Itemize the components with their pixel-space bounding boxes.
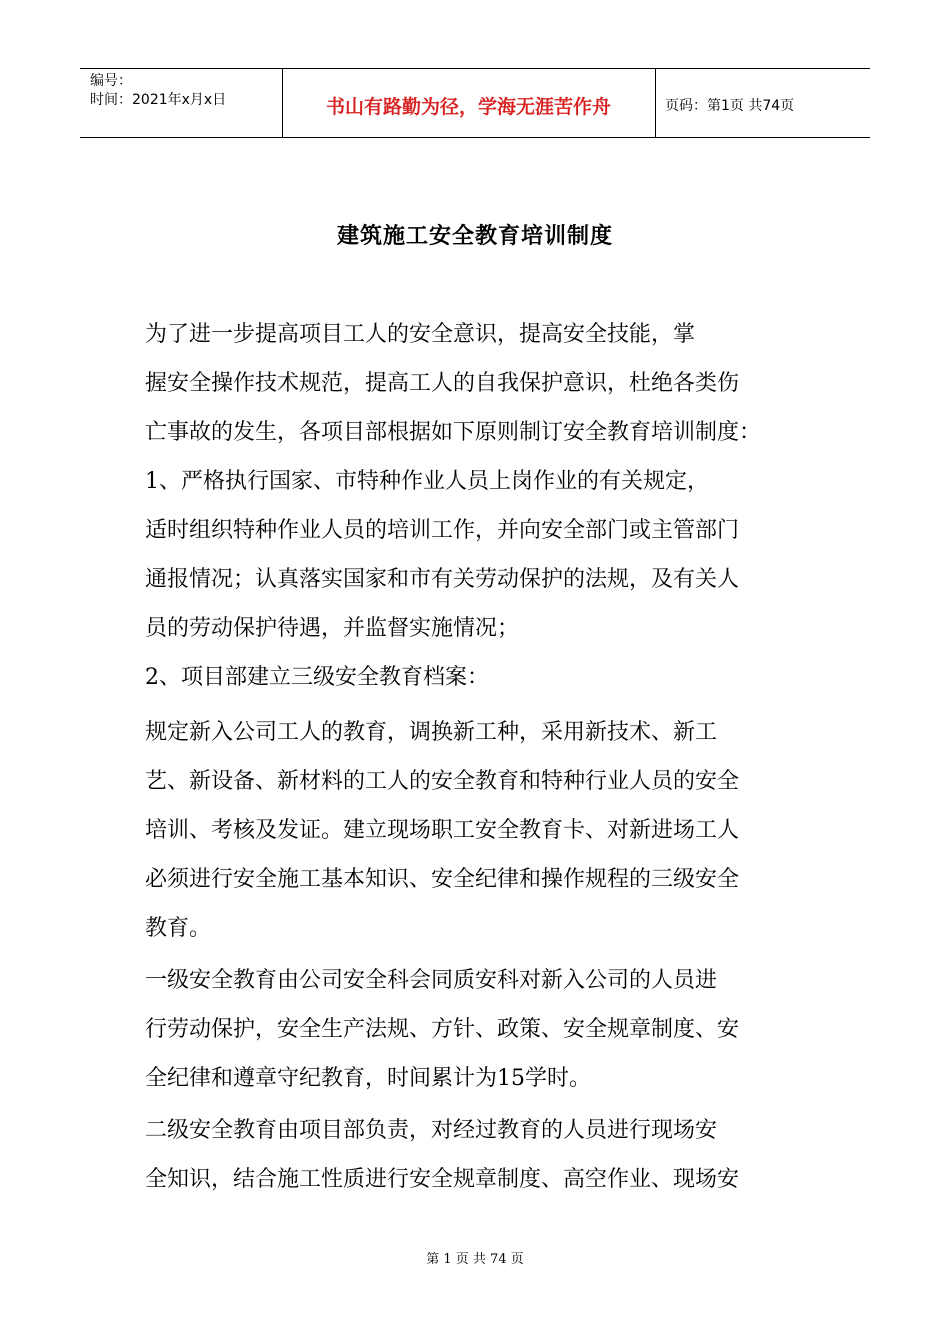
document-date-label: 时间：2021年x月x日 [90,92,227,108]
body-line: 行劳动保护，安全生产法规、方针、政策、安全规章制度、安 [145,1017,740,1042]
body-line: 全纪律和遵章守纪教育，时间累计为15学时。 [145,1066,591,1091]
body-line: 通报情况；认真落实国家和市有关劳动保护的法规，及有关人 [145,567,740,592]
body-line: 一级安全教育由公司安全科会同质安科对新入公司的人员进 [145,968,718,993]
body-line: 1、严格执行国家、市特种作业人员上岗作业的有关规定， [145,469,709,494]
header-motto: 书山有路勤为径，学海无涯苦作舟 [325,96,611,118]
body-line: 全知识，结合施工性质进行安全规章制度、高空作业、现场安 [145,1167,740,1192]
body-line: 培训、考核及发证。建立现场职工安全教育卡、对新进场工人 [145,818,740,843]
document-number-label: 编号： [90,73,132,89]
document-header [80,68,870,138]
body-line: 2、项目部建立三级安全教育档案： [145,665,489,690]
header-page-info: 页码：第1页 共74页 [665,98,795,114]
header-motto-cell [282,69,656,137]
page-footer: 第 1 页 共 74 页 [426,1252,524,1267]
body-line: 教育。 [145,916,212,941]
body-line: 亡事故的发生，各项目部根据如下原则制订安全教育培训制度： [145,420,762,445]
header-page-cell [656,69,870,137]
body-line: 规定新入公司工人的教育，调换新工种，采用新技术、新工 [145,720,718,745]
header-meta-cell [80,69,283,137]
document-title: 建筑施工安全教育培训制度 [336,223,613,249]
body-line: 握安全操作技术规范，提高工人的自我保护意识，杜绝各类伤 [145,371,740,396]
body-line: 二级安全教育由项目部负责，对经过教育的人员进行现场安 [145,1118,718,1143]
body-line: 必须进行安全施工基本知识、安全纪律和操作规程的三级安全 [145,867,740,892]
body-line: 员的劳动保护待遇，并监督实施情况； [145,616,520,641]
body-line: 为了进一步提高项目工人的安全意识，提高安全技能，掌 [145,322,696,347]
body-line: 艺、新设备、新材料的工人的安全教育和特种行业人员的安全 [145,769,740,794]
body-line: 适时组织特种作业人员的培训工作，并向安全部门或主管部门 [145,518,740,543]
